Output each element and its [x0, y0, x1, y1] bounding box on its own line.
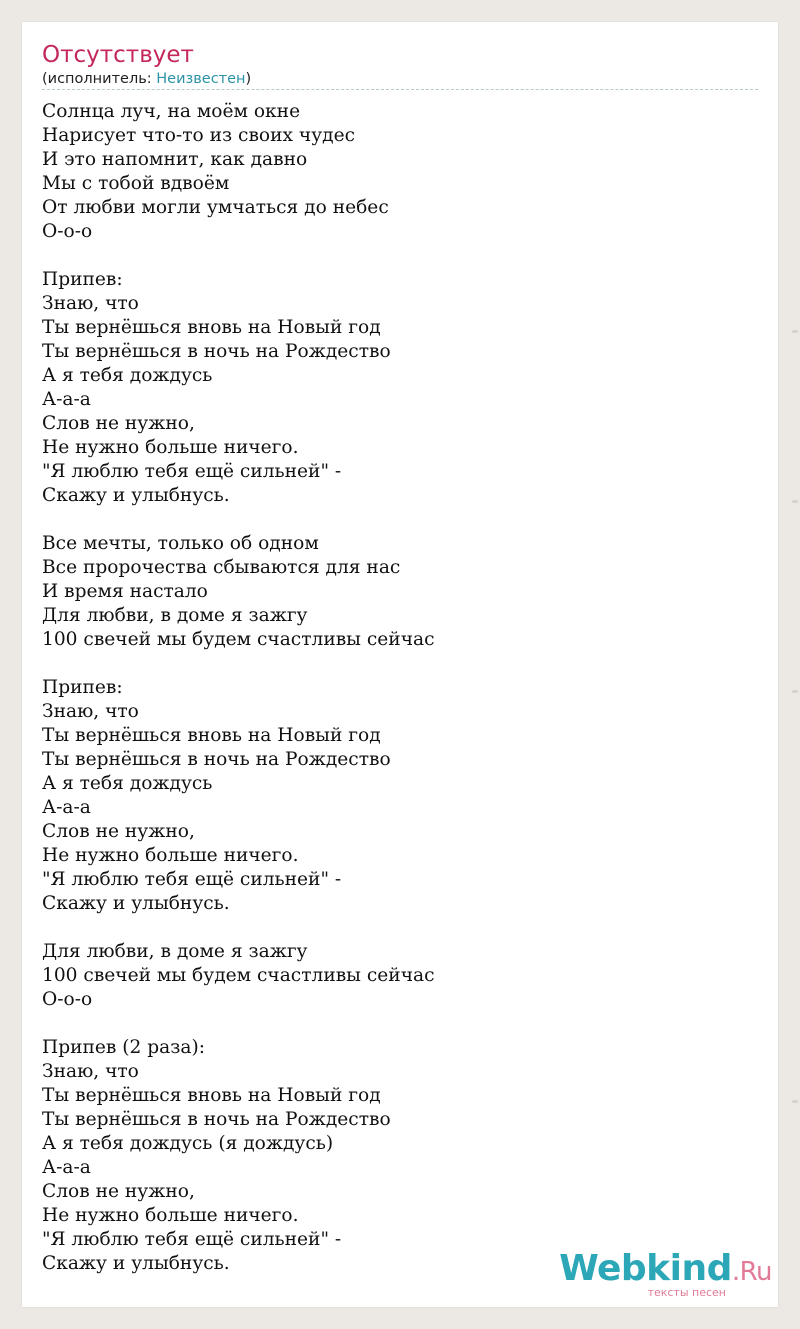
lyric-line: Ты вернёшься в ночь на Рождество — [42, 341, 391, 362]
lyric-line: Ты вернёшься в ночь на Рождество — [42, 749, 391, 770]
lyric-line: Для любви, в доме я зажгу — [42, 941, 308, 962]
logo-tld: .Ru — [731, 1257, 772, 1287]
lyric-line: О-о-о — [42, 221, 93, 242]
lyric-blank-line — [42, 508, 752, 532]
edge-mark — [792, 500, 798, 503]
lyric-line: Ты вернёшься вновь на Новый год — [42, 725, 381, 746]
logo-brand: Webkind — [559, 1248, 732, 1289]
lyric-line: Слов не нужно, — [42, 821, 195, 842]
lyric-line: Ты вернёшься в ночь на Рождество — [42, 1109, 391, 1130]
artist-prefix: (исполнитель: — [42, 71, 157, 87]
edge-mark — [792, 1100, 798, 1103]
lyric-line: 100 свечей мы будем счастливы сейчас — [42, 629, 435, 650]
lyric-line: Не нужно больше ничего. — [42, 437, 299, 458]
lyric-line: "Я люблю тебя ещё сильней" - — [42, 461, 342, 482]
lyric-line: Знаю, что — [42, 701, 139, 722]
lyric-line: Ты вернёшься вновь на Новый год — [42, 317, 381, 338]
lyric-line: От любви могли умчаться до небес — [42, 197, 389, 218]
lyric-line: Знаю, что — [42, 1061, 139, 1082]
lyric-line: Припев (2 раза): — [42, 1037, 206, 1058]
lyric-line: Нарисует что-то из своих чудес — [42, 125, 356, 146]
edge-mark — [792, 690, 798, 693]
lyric-line: И время настало — [42, 581, 208, 602]
artist-suffix: ) — [245, 71, 252, 87]
song-title: Отсутствует — [42, 42, 194, 68]
lyric-line: А я тебя дождусь — [42, 365, 213, 386]
lyric-line: А-а-а — [42, 1157, 91, 1178]
lyric-line: А-а-а — [42, 389, 91, 410]
lyric-line: Все пророчества сбываются для нас — [42, 557, 401, 578]
artist-line — [42, 71, 251, 87]
lyric-line: Скажу и улыбнусь. — [42, 893, 230, 914]
lyrics-card — [22, 22, 778, 1307]
logo-wordmark — [559, 1248, 772, 1290]
logo-tagline: тексты песен — [647, 1286, 726, 1299]
lyric-line: "Я люблю тебя ещё сильней" - — [42, 869, 342, 890]
lyric-line: О-о-о — [42, 989, 93, 1010]
lyric-line: 100 свечей мы будем счастливы сейчас — [42, 965, 435, 986]
lyric-line: А я тебя дождусь — [42, 773, 213, 794]
title-divider — [42, 89, 758, 90]
lyric-blank-line — [42, 244, 752, 268]
lyric-line: Не нужно больше ничего. — [42, 845, 299, 866]
lyric-line: Солнца луч, на моём окне — [42, 101, 301, 122]
lyric-line: Скажу и улыбнусь. — [42, 1253, 230, 1274]
lyric-line: И это напомнит, как давно — [42, 149, 308, 170]
lyric-line: Слов не нужно, — [42, 1181, 195, 1202]
lyric-line: Скажу и улыбнусь. — [42, 485, 230, 506]
lyric-line: "Я люблю тебя ещё сильней" - — [42, 1229, 342, 1250]
lyric-line: А я тебя дождусь (я дождусь) — [42, 1133, 334, 1154]
lyric-line: Мы с тобой вдвоём — [42, 173, 230, 194]
lyric-blank-line — [42, 1012, 752, 1036]
lyrics-text — [42, 100, 752, 1276]
lyric-line: Не нужно больше ничего. — [42, 1205, 299, 1226]
lyric-line: Ты вернёшься вновь на Новый год — [42, 1085, 381, 1106]
lyric-line: А-а-а — [42, 797, 91, 818]
lyric-line: Слов не нужно, — [42, 413, 195, 434]
lyric-line: Знаю, что — [42, 293, 139, 314]
artist-link[interactable]: Неизвестен — [156, 71, 246, 87]
edge-mark — [792, 330, 798, 333]
lyric-blank-line — [42, 916, 752, 940]
site-logo[interactable] — [559, 1248, 772, 1299]
lyric-line: Все мечты, только об одном — [42, 533, 319, 554]
lyric-line: Для любви, в доме я зажгу — [42, 605, 308, 626]
lyric-blank-line — [42, 652, 752, 676]
lyric-line: Припев: — [42, 677, 123, 698]
lyric-line: Припев: — [42, 269, 123, 290]
